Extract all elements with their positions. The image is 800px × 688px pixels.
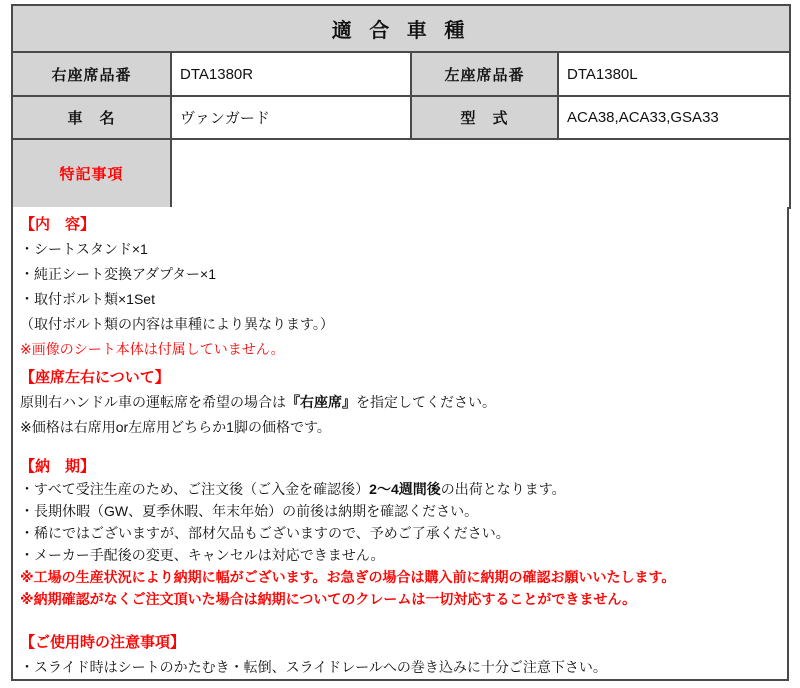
note-line: ・純正シート変換アダプター×1 <box>20 266 217 282</box>
note-line: ※納期確認がなくご注文頂いた場合は納期についてのクレームは一切対応することができません。 <box>20 591 637 607</box>
table-row <box>12 52 790 96</box>
table-row <box>12 96 790 139</box>
notes-panel <box>11 207 789 681</box>
table-row <box>12 139 790 208</box>
special-notes-value <box>171 139 790 208</box>
car-name-label: 車 名 <box>12 96 171 139</box>
section-usage-cautions <box>20 631 781 679</box>
section-heading: 【納 期】 <box>20 458 96 475</box>
note-line: ・シートスタンド×1 <box>20 241 148 257</box>
note-line: ・メーカー手配後の変更、キャンセルは対応できません。 <box>20 547 385 563</box>
left-seat-part-number-value: DTA1380L <box>558 52 790 96</box>
model-code-value: ACA38,ACA33,GSA33 <box>558 96 790 139</box>
section-heading: 【座席左右について】 <box>20 369 170 386</box>
compatibility-table <box>11 4 791 209</box>
section-delivery <box>20 456 781 610</box>
right-seat-part-number-label: 右座席品番 <box>12 52 171 96</box>
note-line: （取付ボルト類の内容は車種により異なります。） <box>20 316 334 332</box>
note-line: ※画像のシート本体は付属していません。 <box>20 341 285 357</box>
section-heading: 【内 容】 <box>20 216 96 233</box>
note-line: ・稀にではございますが、部材欠品もございますので、予めご了承ください。 <box>20 525 510 541</box>
table-header-row <box>12 5 790 52</box>
note-line: ・長期休暇（GW、夏季休暇、年末年始）の前後は納期を確認ください。 <box>20 503 479 519</box>
note-line: ・スライド時はシートのかたむき・転倒、スライドレールへの巻き込みに十分ご注意下さい。 <box>20 659 607 675</box>
car-name-value: ヴァンガード <box>171 96 411 139</box>
model-code-label: 型 式 <box>411 96 558 139</box>
note-line: 原則右ハンドル車の運転席を希望の場合は『右座席』を指定してください。 <box>20 394 496 410</box>
right-seat-part-number-value: DTA1380R <box>171 52 411 96</box>
section-seat-left-right <box>20 365 781 440</box>
section-heading: 【ご使用時の注意事項】 <box>20 634 186 651</box>
note-line: ・すべて受注生産のため、ご注文後（ご入金を確認後）2～4週間後の出荷となります。 <box>20 481 566 497</box>
table-title: 適 合 車 種 <box>12 5 790 52</box>
special-notes-label: 特記事項 <box>12 139 171 208</box>
section-contents <box>20 212 781 362</box>
note-line: ※工場の生産状況により納期に幅がございます。お急ぎの場合は購入前に納期の確認お願いいたします。 <box>20 569 676 585</box>
left-seat-part-number-label: 左座席品番 <box>411 52 558 96</box>
note-line: ・取付ボルト類×1Set <box>20 291 155 307</box>
note-line: ※価格は右席用or左席用どちらか1脚の価格です。 <box>20 419 331 435</box>
